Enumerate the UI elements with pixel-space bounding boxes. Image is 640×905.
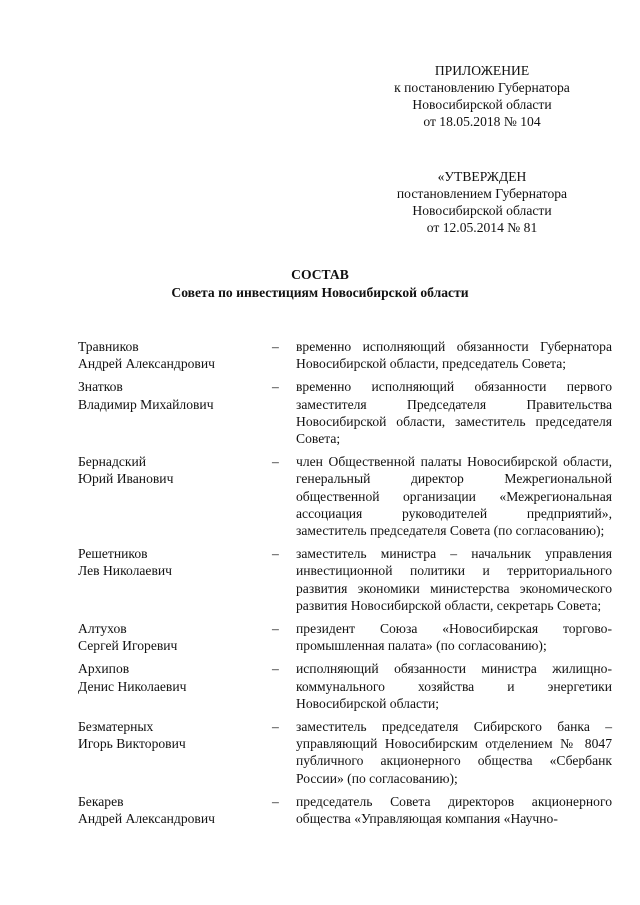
member-role: временно исполняющий обязанности первого заместителя Председателя Правительства Новосибирской области, заместитель председателя Совета; [296, 379, 612, 447]
annex-line: от 18.05.2018 № 104 [423, 114, 541, 129]
member-role: президент Союза «Новосибирская торгово-промышленная палата» (по согласованию); [296, 621, 612, 654]
member-role: временно исполняющий обязанности Губернатора Новосибирской области, председатель Совета; [296, 339, 612, 372]
member-dash: – [272, 454, 279, 470]
member-name [78, 545, 272, 579]
member-given-names: Андрей Александрович [78, 356, 215, 372]
member-role: председатель Совета директоров акционерного общества «Управляющая компания «Научно- [296, 793, 612, 827]
member-name [78, 378, 272, 412]
approved-line: «УТВЕРЖДЕН [437, 169, 527, 184]
member-dash: – [272, 546, 279, 562]
member-dash: – [272, 661, 279, 677]
member-given-names: Владимир Михайлович [78, 396, 214, 412]
member-given-names: Сергей Игоревич [78, 638, 178, 654]
member-given-names: Игорь Викторович [78, 736, 186, 752]
annex-header [372, 62, 592, 130]
member-surname: Решетников [78, 546, 148, 562]
title-sub: Совета по инвестициям Новосибирской области [171, 285, 469, 300]
member-row [78, 620, 612, 654]
member-dash: – [272, 339, 279, 354]
member-row [78, 453, 612, 539]
member-dash: – [272, 621, 279, 637]
member-name [78, 718, 272, 752]
member-row [78, 545, 612, 614]
members-list [78, 338, 612, 833]
member-row [78, 660, 612, 712]
member-role: заместитель министра – начальник управления инвестиционной политики и территориального развития экономики министерства экономического развития Новосибирской области, секретарь Совета; [296, 546, 612, 613]
member-surname: Безматерных [78, 719, 154, 735]
member-surname: Знатков [78, 379, 123, 395]
member-name [78, 620, 272, 654]
member-name [78, 453, 272, 487]
member-row [78, 338, 612, 372]
member-row [78, 793, 612, 827]
member-role: заместитель председателя Сибирского банка – управляющий Новосибирским отделением № 8047 публичного акционерного общества «Сбербанк России» (по согласованию); [296, 719, 612, 786]
member-name [78, 338, 272, 372]
member-surname: Алтухов [78, 621, 127, 637]
member-surname: Травников [78, 339, 139, 354]
member-name [78, 660, 272, 694]
member-role: член Общественной палаты Новосибирской области, генеральный директор Межрегиональной общественной организации «Межрегиональная ассоциация руководителей предприятий», заместитель председателя Совета (по согласованию); [296, 454, 612, 539]
member-dash: – [272, 379, 279, 395]
member-row [78, 378, 612, 447]
document-title [0, 266, 640, 302]
member-given-names: Андрей Александрович [78, 811, 215, 827]
member-given-names: Денис Николаевич [78, 678, 187, 694]
member-dash: – [272, 719, 279, 735]
title-main: СОСТАВ [291, 267, 349, 282]
member-row [78, 718, 612, 787]
member-surname: Архипов [78, 661, 130, 677]
approved-line: Новосибирской области [412, 203, 552, 218]
member-dash: – [272, 793, 279, 809]
annex-line: ПРИЛОЖЕНИЕ [434, 63, 530, 78]
approved-line: от 12.05.2014 № 81 [426, 220, 538, 235]
member-surname: Бекарев [78, 793, 124, 809]
member-given-names: Лев Николаевич [78, 563, 172, 579]
annex-line: к постановлению Губернатора [394, 80, 570, 95]
approved-header [372, 168, 592, 236]
member-name [78, 793, 272, 827]
member-role: исполняющий обязанности министра жилищно-коммунального хозяйства и энергетики Новосибирской области; [296, 661, 612, 711]
approved-line: постановлением Губернатора [396, 186, 568, 201]
member-surname: Бернадский [78, 454, 147, 470]
annex-line: Новосибирской области [412, 97, 552, 112]
member-given-names: Юрий Иванович [78, 471, 174, 487]
